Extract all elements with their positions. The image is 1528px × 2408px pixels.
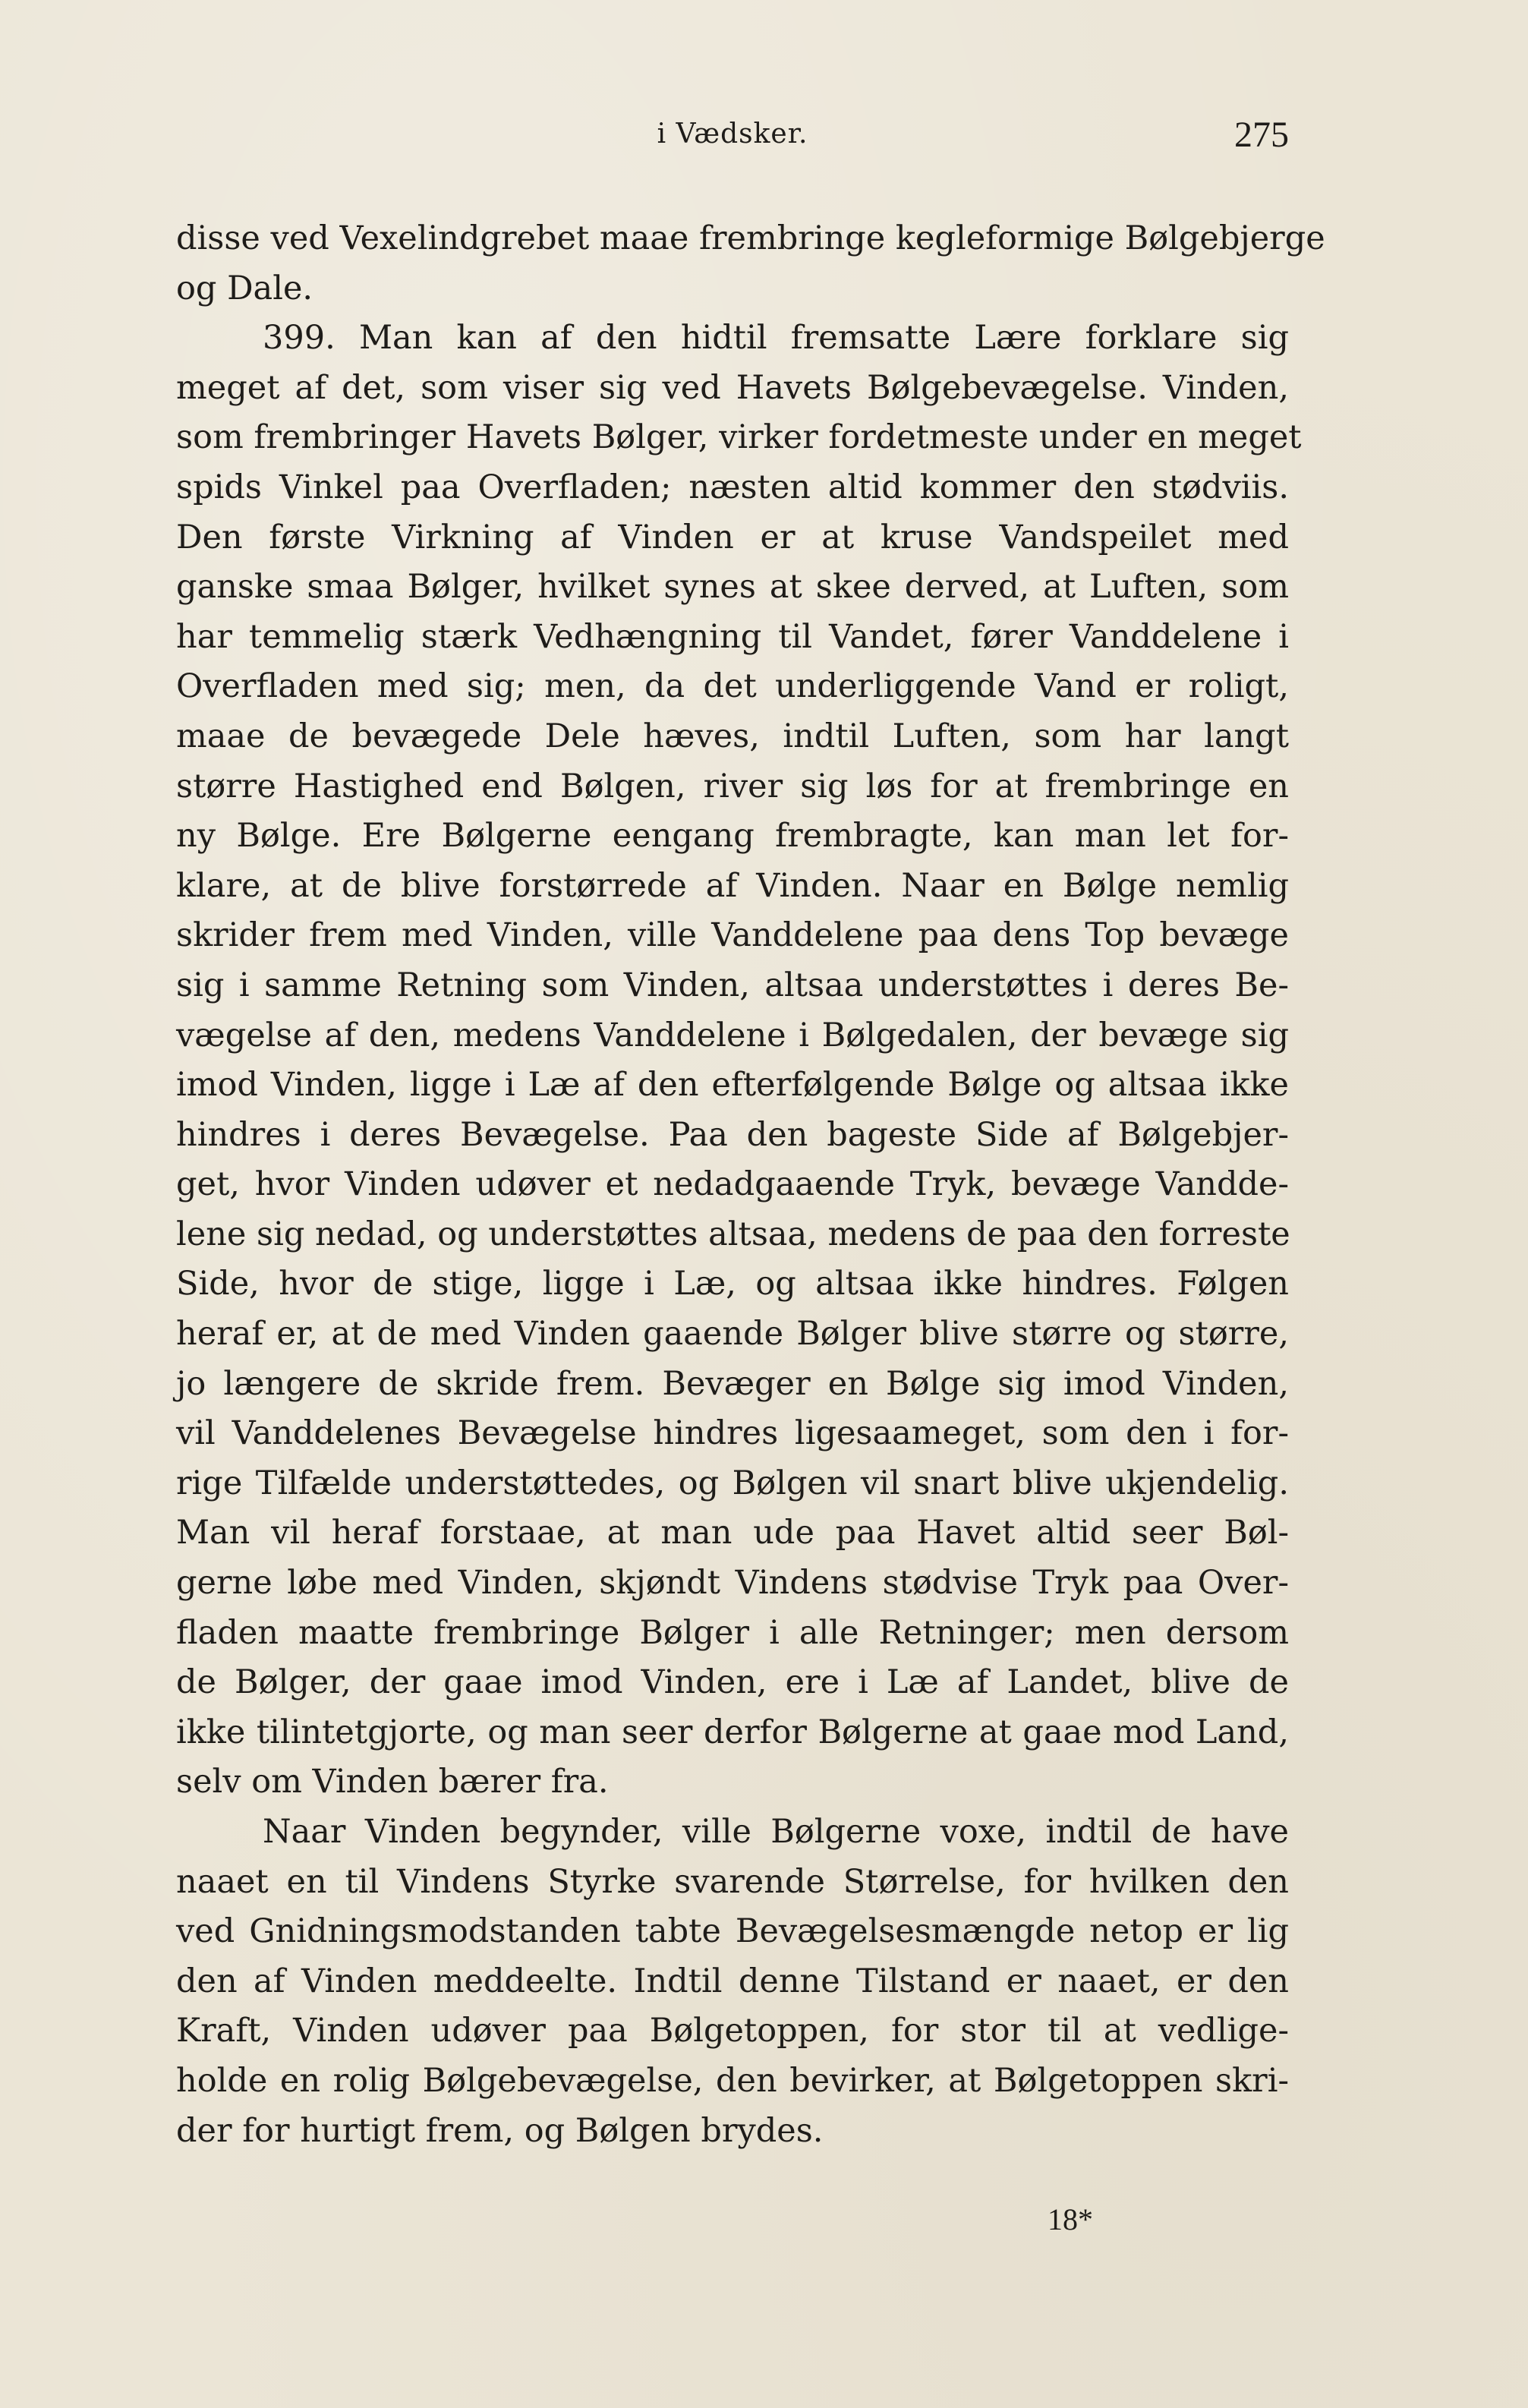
text-line: heraf er, at de med Vinden gaaende Bølger blive større og større, <box>176 1315 1289 1354</box>
text-line: holde en rolig Bølgebevægelse, den bevirker, at Bølgetoppen skri- <box>176 2061 1289 2100</box>
text-line: get, hvor Vinden udøver et nedadgaaende Tryk, bevæge Vandde- <box>176 1165 1289 1204</box>
running-head: i Vædsker. <box>657 118 808 150</box>
text-line: meget af det, som viser sig ved Havets Bølgebevægelse. Vinden, <box>176 368 1289 407</box>
text-line: de Bølger, der gaae imod Vinden, ere i Læ af Landet, blive de <box>176 1663 1289 1702</box>
text-line: ganske smaa Bølger, hvilket synes at skee derved, at Luften, som <box>176 568 1289 607</box>
text-line: vil Vanddelenes Bevægelse hindres ligesaameget, som den i for- <box>176 1414 1289 1453</box>
text-line: maae de bevægede Dele hæves, indtil Luften, som har langt <box>176 717 1289 755</box>
page-header <box>176 114 1289 167</box>
text-line: der for hurtigt frem, og Bølgen brydes. <box>176 2111 824 2150</box>
text-line: ikke tilintetgjorte, og man seer derfor Bølgerne at gaae mod Land, <box>176 1713 1289 1751</box>
text-line: skrider frem med Vinden, ville Vanddelene paa dens Top bevæge <box>176 916 1289 955</box>
text-line: Den første Virkning af Vinden er at kruse Vandspeilet med <box>176 518 1289 556</box>
signature-mark: 18* <box>1048 2202 1093 2236</box>
text-line: naaet en til Vindens Styrke svarende Størrelse, for hvilken den <box>176 1862 1289 1901</box>
text-line: større Hastighed end Bølgen, river sig løs for at frembringe en <box>176 767 1289 805</box>
text-line: den af Vinden meddeelte. Indtil denne Tilstand er naaet, er den <box>176 1962 1289 2000</box>
text-line: Naar Vinden begynder, ville Bølgerne voxe, indtil de have <box>263 1813 1289 1851</box>
text-line: som frembringer Havets Bølger, virker fordetmeste under en meget <box>176 418 1302 457</box>
body-text <box>176 214 1325 2156</box>
text-line: hindres i deres Bevægelse. Paa den bageste Side af Bølgebjer- <box>176 1115 1289 1154</box>
text-line: Kraft, Vinden udøver paa Bølgetoppen, for stor til at vedlige- <box>176 2012 1289 2050</box>
text-line: ved Gnidningsmodstanden tabte Bevægelsesmængde netop er lig <box>176 1912 1289 1951</box>
page-number: 275 <box>1234 115 1289 155</box>
text-line: ny Bølge. Ere Bølgerne eengang frembragte, kan man let for- <box>176 817 1289 856</box>
text-line: jo længere de skride frem. Bevæger en Bølge sig imod Vinden, <box>176 1364 1289 1403</box>
text-line: disse ved Vexelindgrebet maae frembringe kegleformige Bølgebjerge <box>176 219 1325 257</box>
text-line: klare, at de blive forstørrede af Vinden. Naar en Bølge nemlig <box>176 866 1289 905</box>
text-line: spids Vinkel paa Overfladen; næsten altid kommer den stødviis. <box>176 468 1289 506</box>
text-line: selv om Vinden bærer fra. <box>176 1763 609 1801</box>
text-line: vægelse af den, medens Vanddelene i Bølgedalen, der bevæge sig <box>176 1016 1289 1054</box>
text-line: fladen maatte frembringe Bølger i alle Retninger; men dersom <box>176 1613 1289 1652</box>
text-line: Side, hvor de stige, ligge i Læ, og altsaa ikke hindres. Følgen <box>176 1265 1289 1303</box>
text-line: og Dale. <box>176 269 313 307</box>
text-line: gerne løbe med Vinden, skjøndt Vindens stødvise Tryk paa Over- <box>176 1564 1289 1603</box>
text-line: har temmelig stærk Vedhængning til Vandet, fører Vanddelene i <box>176 617 1289 656</box>
text-line: lene sig nedad, og understøttes altsaa, medens de paa den forreste <box>176 1215 1290 1253</box>
text-line: Man vil heraf forstaae, at man ude paa Havet altid seer Bøl- <box>176 1514 1289 1552</box>
text-line: sig i samme Retning som Vinden, altsaa understøttes i deres Be- <box>176 966 1289 1004</box>
text-line: 399. Man kan af den hidtil fremsatte Lære forklare sig <box>263 319 1289 358</box>
text-line: Overfladen med sig; men, da det underliggende Vand er roligt, <box>176 667 1289 706</box>
text-line: imod Vinden, ligge i Læ af den efterfølgende Bølge og altsaa ikke <box>176 1066 1289 1105</box>
text-line: rige Tilfælde understøttedes, og Bølgen vil snart blive ukjendelig. <box>176 1464 1289 1502</box>
